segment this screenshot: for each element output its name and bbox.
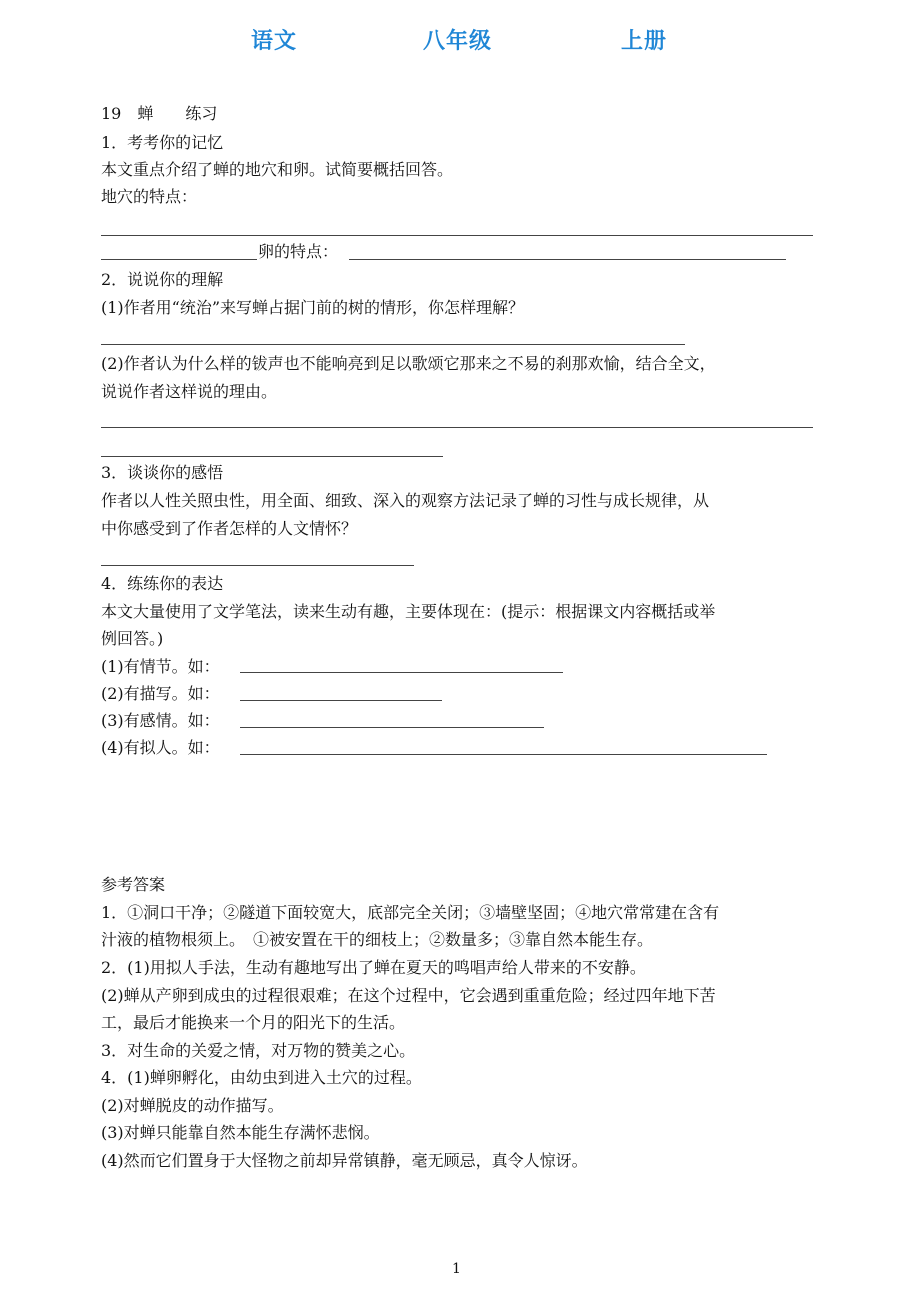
q2-sub2-line1: (2)作者认为什么样的钹声也不能响亮到足以歌颂它那来之不易的刹那欢愉，结合全文， xyxy=(101,354,716,373)
q4-item-description: (2)有描写。如： xyxy=(101,684,220,703)
answer-line xyxy=(101,565,414,566)
answers-title: 参考答案 xyxy=(101,875,166,894)
q4-line2: 例回答。) xyxy=(101,629,164,648)
header-volume: 上册 xyxy=(621,29,668,54)
header-grade: 八年级 xyxy=(423,29,493,54)
page-number: 1 xyxy=(452,1261,461,1277)
answer-line-text: 汁液的植物根须上。 ①被安置在干的细枝上；②数量多；③靠自然本能生存。 xyxy=(101,930,654,949)
answer-line xyxy=(101,259,257,260)
q4-item-plot: (1)有情节。如： xyxy=(101,657,220,676)
answer-line-text: (2)蝉从产卵到成虫的过程很艰难；在这个过程中，它会遇到重重危险；经过四年地下苦 xyxy=(101,986,716,1005)
q4-item-personification: (4)有拟人。如： xyxy=(101,738,220,757)
answer-line xyxy=(240,754,767,755)
answer-line-text: (3)对蝉只能靠自然本能生存满怀悲悯。 xyxy=(101,1123,380,1142)
answer-line xyxy=(101,427,813,428)
answer-line-text: (4)然而它们置身于大怪物之前却异常镇静，毫无顾忌，真令人惊讶。 xyxy=(101,1151,588,1170)
q1-burrow-label: 地穴的特点： xyxy=(101,187,198,206)
header-subject: 语文 xyxy=(251,29,298,54)
answer-line-text: 2．(1)用拟人手法，生动有趣地写出了蝉在夏天的鸣唱声给人带来的不安静。 xyxy=(101,958,646,977)
q3-heading: 3．谈谈你的感悟 xyxy=(101,463,224,482)
q4-heading: 4．练练你的表达 xyxy=(101,574,224,593)
exercise-title: 19 蝉 练习 xyxy=(101,104,218,123)
q2-heading: 2．说说你的理解 xyxy=(101,270,224,289)
answer-line xyxy=(349,259,786,260)
answer-line xyxy=(240,700,442,701)
q4-item-emotion: (3)有感情。如： xyxy=(101,711,220,730)
answer-line-text: 工，最后才能换来一个月的阳光下的生活。 xyxy=(101,1013,406,1032)
answer-line xyxy=(240,672,563,673)
answer-line-text: 3．对生命的关爱之情，对万物的赞美之心。 xyxy=(101,1041,416,1060)
q1-heading: 1．考考你的记忆 xyxy=(101,133,224,152)
answer-line xyxy=(101,235,813,236)
answer-line-text: 1．①洞口干净；②隧道下面较宽大，底部完全关闭；③墙壁坚固；④地穴常常建在含有 xyxy=(101,903,720,922)
answer-line-text: (2)对蝉脱皮的动作描写。 xyxy=(101,1096,284,1115)
q2-sub2-line2: 说说作者这样说的理由。 xyxy=(101,382,278,401)
q4-line1: 本文大量使用了文学笔法，读来生动有趣，主要体现在：(提示：根据课文内容概括或举 xyxy=(101,602,716,621)
q1-prompt: 本文重点介绍了蝉的地穴和卵。试简要概括回答。 xyxy=(101,160,454,179)
answer-line xyxy=(240,727,544,728)
q3-line1: 作者以人性关照虫性，用全面、细致、深入的观察方法记录了蝉的习性与成长规律，从 xyxy=(101,491,710,510)
answer-line xyxy=(101,344,685,345)
q2-sub1: (1)作者用“统治”来写蝉占据门前的树的情形，你怎样理解？ xyxy=(101,298,525,317)
answer-line-text: 4．(1)蝉卵孵化，由幼虫到进入土穴的过程。 xyxy=(101,1068,422,1087)
q1-egg-label: 卵的特点： xyxy=(258,242,339,261)
answer-line xyxy=(101,456,443,457)
q3-line2: 中你感受到了作者怎样的人文情怀？ xyxy=(101,519,358,538)
